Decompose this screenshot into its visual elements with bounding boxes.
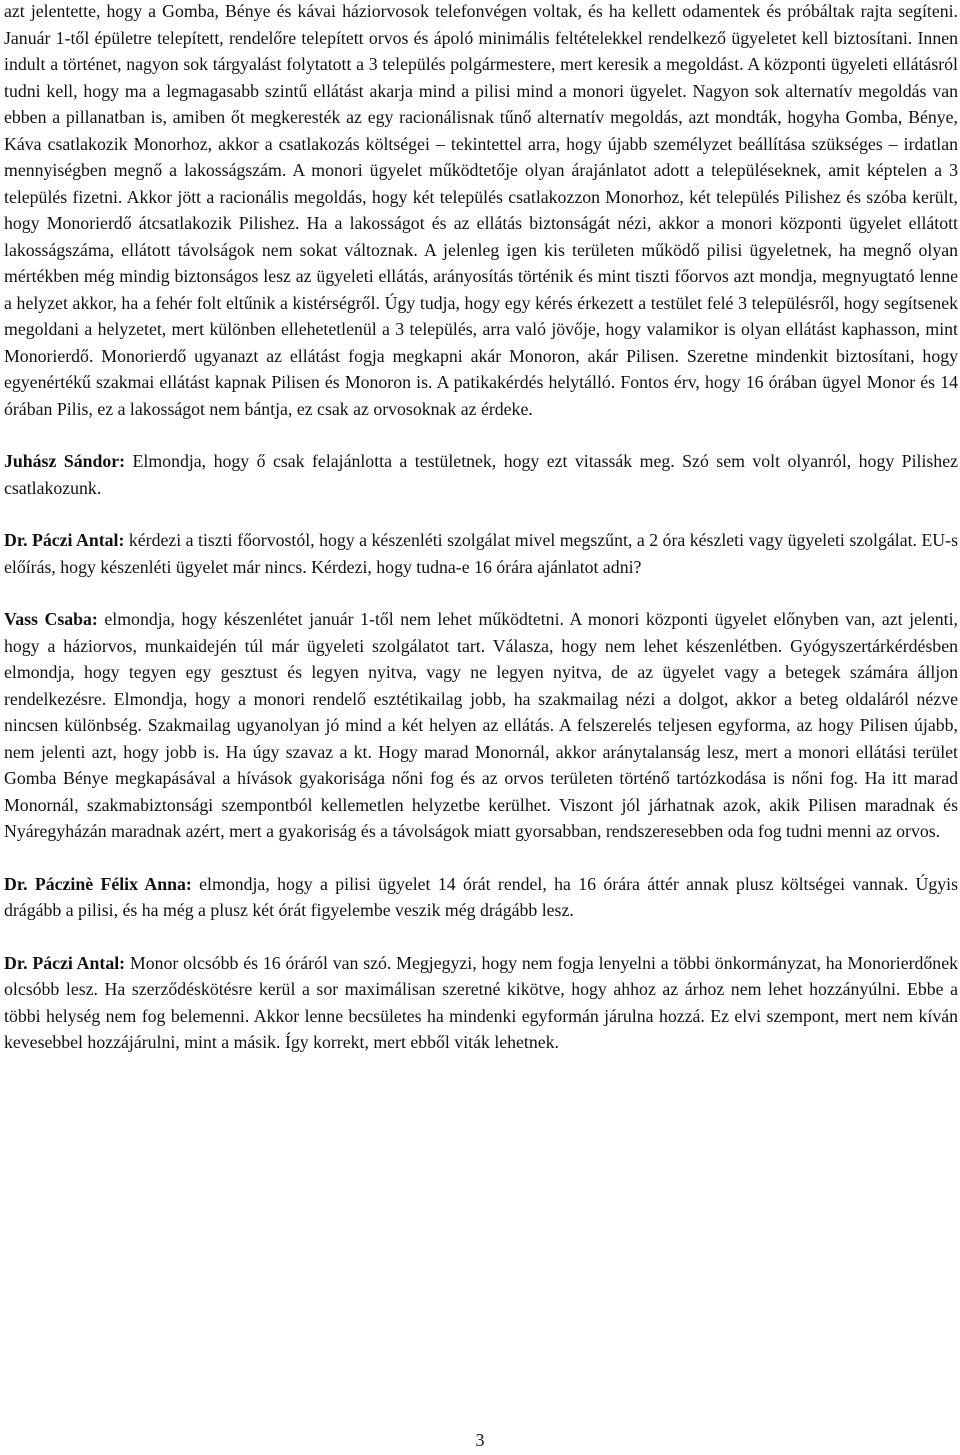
paragraph-text: kérdezi a tiszti főorvostól, hogy a készenléti szolgálat mivel megszűnt, a 2 óra készleti vagy ügyeleti szolgálat. EU-s előírás, hogy készenléti ügyelet már nincs. Kérdezi, hogy tudna-e 16 órára ajánlatot adni? <box>4 530 958 577</box>
paragraph-paczi-antal-2 <box>4 950 958 1056</box>
speaker-name: Dr. Páczinè Félix Anna: <box>4 873 192 894</box>
paragraph-text: Monor olcsóbb és 16 óráról van szó. Megjegyzi, hogy nem fogja lenyelni a többi önkormányzat, ha Monorierdőnek olcsóbb lesz. Ha szerződéskötésre kerül a sor maximálisan szeretné kikötve, hogy ahhoz az árhoz nem lehet hozzányúlni. Ebbe a többi helység nem fog belemenni. Akkor lenne becsületes ha mindenki egyformán járulna hozzá. Ez elvi szempont, mert nem kíván kevesebbel hozzájárulni, mint a másik. Így korrekt, mert ebből viták lehetnek. <box>4 952 958 1052</box>
page-number: 3 <box>475 1430 485 1450</box>
speaker-name: Vass Csaba: <box>4 609 98 629</box>
document-body <box>4 0 958 1082</box>
paragraph-paczi-antal-1 <box>4 527 958 580</box>
paragraph-juhasz-sandor <box>4 448 958 501</box>
speaker-name: Juhász Sándor: <box>4 451 126 471</box>
speaker-name: Dr. Páczi Antal: <box>4 530 125 550</box>
paragraph-intro <box>4 0 958 422</box>
paragraph-text: elmondja, hogy készenlétet január 1-től nem lehet működtetni. A monori központi ügyelet előnyben van, azt jelenti, hogy a háziorvos, munkaidején túl már ügyeleti szolgálatot tart. Válasza, hogy nem lehet készenlétben. Gyógyszertárkérdésben elmondja, hogy tegyen egy gesztust és legyen nyitva, vagy ne legyen nyitva, de az ügyelet vagy a betegek számára álljon rendelkezésre. Elmondja, hogy a monori rendelő esztétikailag jobb, ha szakmailag nézi a dolgot, akkor a beteg oldaláról nézve nincsen különbség. Szakmailag ugyanolyan jó mind a két helyen az ellátás. A felszerelés teljesen egyforma, az hogy Pilisen újabb, nem jelenti azt, hogy jobb is. Ha úgy szavaz a kt. Hogy marad Monornál, akkor aránytalanság lesz, mert a monori ellátási terület Gomba Bénye megkapásával a hívások gyakorisága nőni fog és az orvos területen történő tartózkodása is nőni fog. Ha itt marad Monornál, szakmabiztonsági szempontból kellemetlen helyzetbe kerülhet. Viszont jól járhatnak azok, akik Pilisen maradnak és Nyáregyházán maradnak azért, mert a gyakoriság és a távolságok miatt gyorsabban, rendszeresebben oda fog tudni menni az orvos. <box>4 609 958 841</box>
paragraph-text: azt jelentette, hogy a Gomba, Bénye és kávai háziorvosok telefonvégen voltak, és ha kellett odamentek és próbáltak rajta segíteni. Január 1-től épületre telepített, rendelőre telepített orvos és ápoló minimális feltételekkel rendelkező ügyeletet kell biztosítani. Innen indult a történet, nagyon sok tárgyalást folytatott a 3 település polgármestere, mert keresik a megoldást. A központi ügyeleti ellátásról tudni kell, hogy ma a legmagasabb szintű ellátást akarja mind a pilisi mind a monori ügyelet. Nagyon sok alternatív megoldás van ebben a pillanatban is, amiben őt megkeresték az egy racionálisnak tűnő alternatív megoldás, azt mondták, hogyha Gomba, Bénye, Káva csatlakozik Monorhoz, akkor a csatlakozás költségei – tekintettel arra, hogy újabb személyzet beállítása szükséges – irdatlan mennyiségben megnő a lakosságszám. A monori ügyelet működtetője olyan árajánlatot adott a településeknek, amit képtelen a 3 település fizetni. Akkor jött a racionális megoldás, hogy két település csatlakozzon Monorhoz, két település Pilishez és szóba került, hogy Monorierdő átcsatlakozik Pilishez. Ha a lakosságot és az ellátás biztonságát nézi, akkor a monori központi ügyelet ellátott lakosságszáma, ellátott távolságok nem sokat változnak. A jelenleg igen kis területen működő pilisi ügyeletnek, ha megnő olyan mértékben még mindig biztonságos lesz az ügyeleti ellátás, arányosítás történik és mint tiszti főorvos azt mondja, megnyugtató lenne a helyzet akkor, ha a fehér folt eltűnik a kistérségről. Úgy tudja, hogy egy kérés érkezett a testület felé 3 településről, hogy segítsenek megoldani a helyzetet, mert különben ellehetetlenül a 3 település, arra való jövője, hogy valamikor is olyan ellátást kaphasson, mint Monorierdő. Monorierdő ugyanazt az ellátást fogja megkapni akár Monoron, akár Pilisen. Szeretne mindenkit biztosítani, hogy egyenértékű szakmai ellátást kapnak Pilisen és Monoron is. A patikakérdés helytálló. Fontos érv, hogy 16 órában ügyel Monor és 14 órában Pilis, ez a lakosságot nem bántja, ez csak az orvosoknak az érdeke. <box>4 1 958 419</box>
paragraph-text: elmondja, hogy a pilisi ügyelet 14 órát rendel, ha 16 órára áttér annak plusz költségei vannak. Úgyis drágább a pilisi, és ha még a plusz két órát figyelembe veszik még drágább lesz. <box>4 873 958 920</box>
speaker-name: Dr. Páczi Antal: <box>4 952 126 973</box>
paragraph-vass-csaba <box>4 606 958 845</box>
paragraph-pacine-felix-anna <box>4 871 958 924</box>
paragraph-text: Elmondja, hogy ő csak felajánlotta a testületnek, hogy ezt vitassák meg. Szó sem volt olyanról, hogy Pilishez csatlakozunk. <box>4 451 958 498</box>
